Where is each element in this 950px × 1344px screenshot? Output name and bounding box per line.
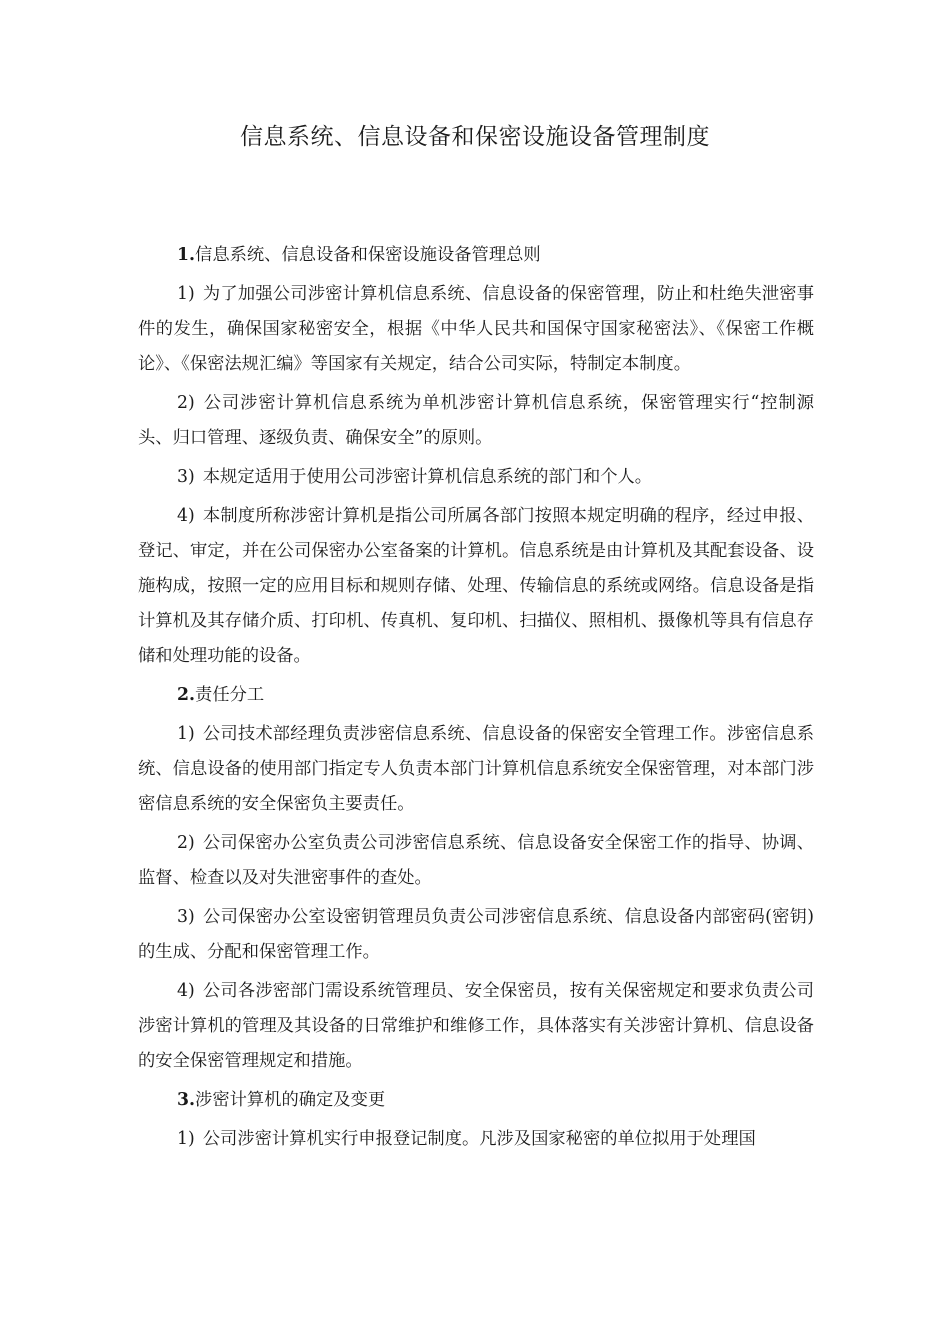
- section-number: 3.: [177, 1090, 196, 1110]
- section-heading: [138, 238, 814, 273]
- paragraph: [138, 277, 814, 382]
- item-number: 3): [177, 907, 195, 927]
- item-text: 为了加强公司涉密计算机信息系统、信息设备的保密管理，防止和杜绝失泄密事件的发生，确保国家秘密安全，根据《中华人民共和国保守国家秘密法》、《保密工作概论》、《保密法规汇编》等国家有关规定，结合公司实际，特制定本制度。: [138, 284, 814, 374]
- item-number: 2): [177, 833, 195, 853]
- section-number: 1.: [177, 245, 196, 265]
- item-number: 1): [177, 1129, 195, 1149]
- paragraph: [138, 1122, 814, 1157]
- section-heading-text: 责任分工: [195, 685, 265, 705]
- item-text: 本制度所称涉密计算机是指公司所属各部门按照本规定明确的程序，经过申报、登记、审定，并在公司保密办公室备案的计算机。信息系统是由计算机及其配套设备、设施构成，按照一定的应用目标和规则存储、处理、传输信息的系统或网络。信息设备是指计算机及其存储介质、打印机、传真机、复印机、扫描仪、照相机、摄像机等具有信息存储和处理功能的设备。: [138, 506, 814, 666]
- item-number: 2): [177, 393, 195, 413]
- item-number: 4): [177, 506, 195, 526]
- item-text: 公司涉密计算机信息系统为单机涉密计算机信息系统，保密管理实行“控制源头、归口管理、逐级负责、确保安全”的原则。: [138, 393, 814, 448]
- item-text: 公司涉密计算机实行申报登记制度。凡涉及国家秘密的单位拟用于处理国: [202, 1129, 756, 1149]
- document-body: [138, 238, 814, 1157]
- section-heading: [138, 1083, 814, 1118]
- paragraph: [138, 974, 814, 1079]
- paragraph: [138, 460, 814, 495]
- item-text: 公司保密办公室负责公司涉密信息系统、信息设备安全保密工作的指导、协调、监督、检查以及对失泄密事件的查处。: [138, 833, 814, 888]
- item-text: 公司技术部经理负责涉密信息系统、信息设备的保密安全管理工作。涉密信息系统、信息设备的使用部门指定专人负责本部门计算机信息系统安全保密管理，对本部门涉密信息系统的安全保密负主要责任。: [138, 724, 814, 814]
- paragraph: [138, 900, 814, 970]
- paragraph: [138, 386, 814, 456]
- item-number: 1): [177, 724, 195, 744]
- paragraph: [138, 499, 814, 674]
- document-title: 信息系统、信息设备和保密设施设备管理制度: [240, 124, 710, 150]
- section-heading-text: 信息系统、信息设备和保密设施设备管理总则: [195, 245, 541, 265]
- section-heading: [138, 678, 814, 713]
- item-text: 公司保密办公室设密钥管理员负责公司涉密信息系统、信息设备内部密码(密钥)的生成、分配和保密管理工作。: [138, 907, 814, 962]
- item-number: 4): [177, 981, 195, 1001]
- item-text: 公司各涉密部门需设系统管理员、安全保密员，按有关保密规定和要求负责公司涉密计算机的管理及其设备的日常维护和维修工作，具体落实有关涉密计算机、信息设备的安全保密管理规定和措施。: [138, 981, 814, 1071]
- item-number: 1): [177, 284, 195, 304]
- section-number: 2.: [177, 685, 196, 705]
- item-text: 本规定适用于使用公司涉密计算机信息系统的部门和个人。: [202, 467, 653, 487]
- section-heading-text: 涉密计算机的确定及变更: [195, 1090, 386, 1110]
- item-number: 3): [177, 467, 195, 487]
- paragraph: [138, 717, 814, 822]
- paragraph: [138, 826, 814, 896]
